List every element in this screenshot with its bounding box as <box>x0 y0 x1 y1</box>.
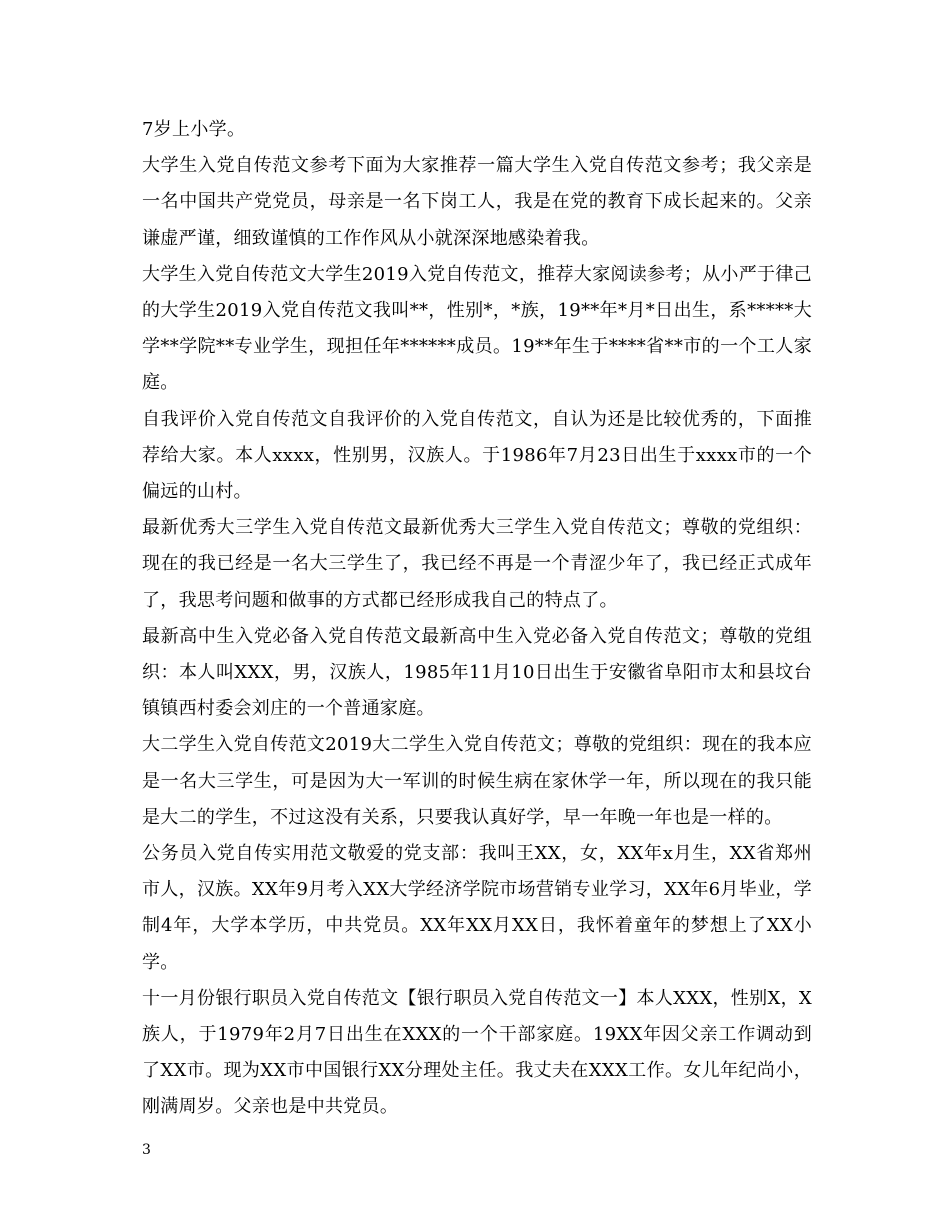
paragraph: 7岁上小学。 <box>142 119 246 140</box>
document-body <box>142 112 812 1126</box>
paragraph: 十一月份银行职员入党自传范文【银行职员入党自传范文一】本人XXX，性别X，X族人，于1979年2月7日出生在XXX的一个干部家庭。19XX年因父亲工作调动到了XX市。现为XX市中国银行XX分理处主任。我丈夫在XXX工作。女儿年纪尚小，刚满周岁。父亲也是中共党员。 <box>142 987 812 1118</box>
paragraph: 公务员入党自传实用范文敬爱的党支部：我叫王XX，女，XX年x月生，XX省郑州市人，汉族。XX年9月考入XX大学经济学院市场营销专业学习，XX年6月毕业，学制4年，大学本学历，中共党员。XX年XX月XX日，我怀着童年的梦想上了XX小学。 <box>142 843 812 973</box>
paragraph: 大学生入党自传范文参考下面为大家推荐一篇大学生入党自传范文参考；我父亲是一名中国共产党党员，母亲是一名下岗工人，我是在党的教育下成长起来的。父亲谦虚严谨，细致谨慎的工作作风从小就深深地感染着我。 <box>142 155 812 249</box>
paragraph: 最新高中生入党必备入党自传范文最新高中生入党必备入党自传范文；尊敬的党组织：本人叫XXX，男，汉族人，1985年11月10日出生于安徽省阜阳市太和县坟台镇镇西村委会刘庄的一个普通家庭。 <box>142 625 812 720</box>
paragraph: 最新优秀大三学生入党自传范文最新优秀大三学生入党自传范文；尊敬的党组织：现在的我已经是一名大三学生了，我已经不再是一个青涩少年了，我已经正式成年了，我思考问题和做事的方式都已经形成我自己的特点了。 <box>142 517 812 611</box>
paragraph: 自我评价入党自传范文自我评价的入党自传范文，自认为还是比较优秀的，下面推荐给大家。本人xxxx，性别男，汉族人。于1986年7月23日出生于xxxx市的一个偏远的山村。 <box>142 408 812 503</box>
paragraph: 大二学生入党自传范文2019大二学生入党自传范文；尊敬的党组织：现在的我本应是一名大三学生，可是因为大一军训的时候生病在家休学一年，所以现在的我只能是大二的学生，不过这没有关系，只要我认真好学，早一年晚一年也是一样的。 <box>142 734 812 828</box>
page-number: 3 <box>142 1142 151 1158</box>
paragraph: 大学生入党自传范文大学生2019入党自传范文，推荐大家阅读参考；从小严于律己的大学生2019入党自传范文我叫**，性别*，*族，19**年*月*日出生，系*****大学**学院**专业学生，现担任年******成员。19**年生于****省**市的一个工人家庭。 <box>142 263 812 394</box>
